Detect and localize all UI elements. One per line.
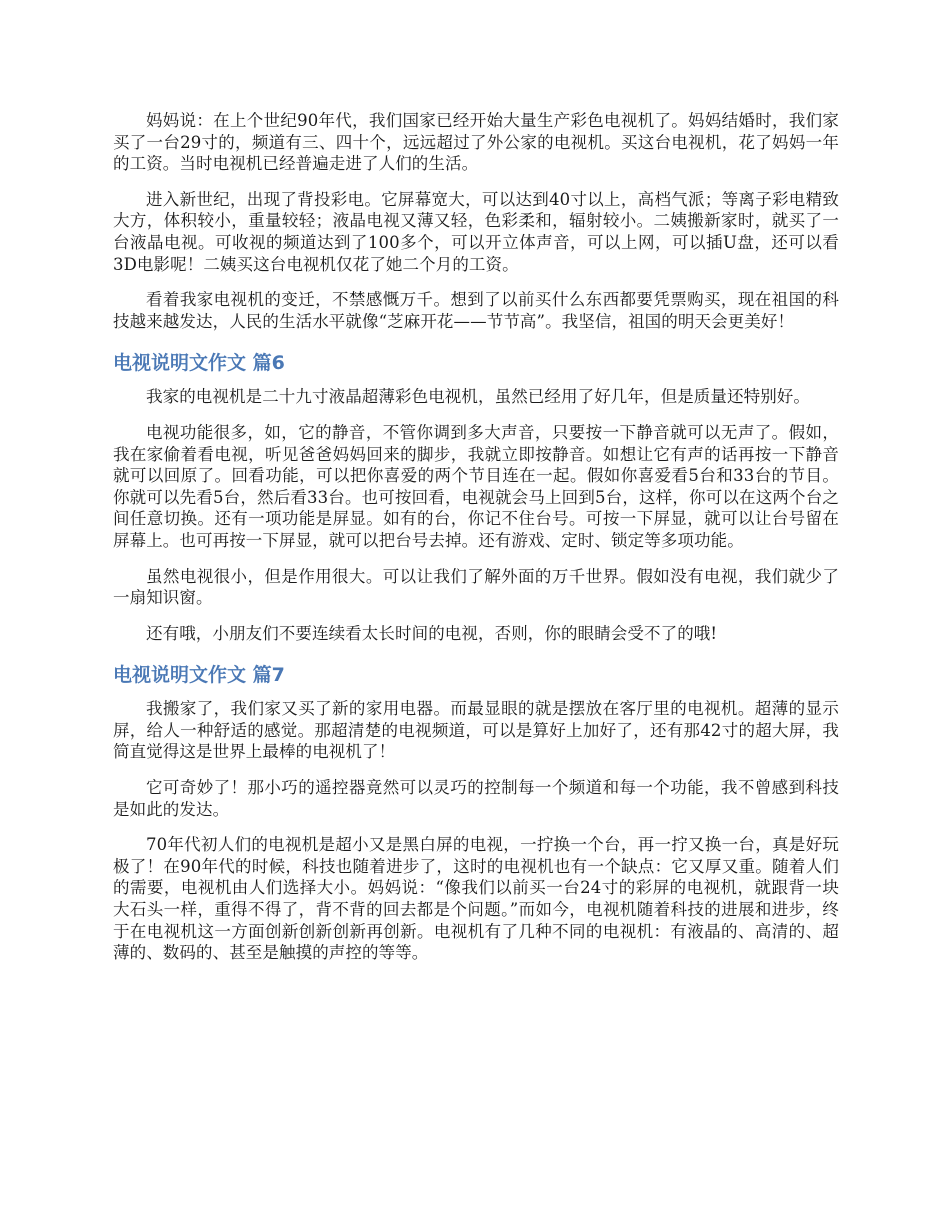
section-intro: [113, 110, 839, 332]
section-heading: 电视说明文作文 篇6: [113, 352, 285, 375]
paragraph: 妈妈说：在上个世纪90年代，我们国家已经开始大量生产彩色电视机了。妈妈结婚时，我们家买了一台29寸的，频道有三、四十个，远远超过了外公家的电视机。买这台电视机，花了妈妈一年的工资。当时电视机已经普遍走进了人们的生活。: [113, 111, 839, 174]
section-7: [113, 662, 839, 964]
paragraph: 我家的电视机是二十九寸液晶超薄彩色电视机，虽然已经用了好几年，但是质量还特别好。: [146, 387, 810, 407]
paragraph: 看着我家电视机的变迁，不禁感慨万千。想到了以前买什么东西都要凭票购买，现在祖国的科技越来越发达，人民的生活水平就像“芝麻开花——节节高”。我坚信，祖国的明天会更美好！: [113, 290, 839, 331]
paragraph: 进入新世纪，出现了背投彩电。它屏幕宽大，可以达到40寸以上，高档气派；等离子彩电精致大方，体积较小，重量较轻；液晶电视又薄又轻，色彩柔和，辐射较小。二姨搬新家时，就买了一台液晶电视。可收视的频道达到了100多个，可以开立体声音，可以上网，可以插U盘，还可以看3D电影呢！二姨买这台电视机仅花了她二个月的工资。: [113, 189, 839, 274]
paragraph: 70年代初人们的电视机是超小又是黑白屏的电视，一拧换一个台，再一拧又换一台，真是好玩极了！在90年代的时候，科技也随着进步了，这时的电视机也有一个缺点：它又厚又重。随着人们的需要，电视机由人们选择大小。妈妈说：“像我们以前买一台24寸的彩屏的电视机，就跟背一块大石头一样，重得不得了，背不背的回去都是个问题。”而如今，电视机随着科技的进展和进步，终于在电视机这一方面创新创新创新再创新。电视机有了几种不同的电视机：有液晶的、高清的、超薄的、数码的、甚至是触摸的声控的等等。: [113, 835, 839, 963]
paragraph: 它可奇妙了！那小巧的遥控器竟然可以灵巧的控制每一个频道和每一个功能，我不曾感到科技是如此的发达。: [113, 778, 839, 819]
section-6: [113, 350, 839, 644]
section-heading: 电视说明文作文 篇7: [113, 664, 285, 687]
paragraph: 还有哦，小朋友们不要连续看太长时间的电视，否则，你的眼睛会受不了的哦!: [146, 623, 718, 643]
paragraph: 我搬家了，我们家又买了新的家用电器。而最显眼的就是摆放在客厅里的电视机。超薄的显示屏，给人一种舒适的感觉。那超清楚的电视频道，可以是算好上加好了，还有那42寸的超大屏，我简直觉得这是世界上最棒的电视机了！: [113, 699, 839, 762]
paragraph: 虽然电视很小，但是作用很大。可以让我们了解外面的万千世界。假如没有电视，我们就少了一扇知识窗。: [113, 566, 839, 608]
document-page: [113, 110, 839, 978]
paragraph: 电视功能很多，如，它的静音，不管你调到多大声音，只要按一下静音就可以无声了。假如，我在家偷着看电视，听见爸爸妈妈回来的脚步，我就立即按静音。如想让它有声的话再按一下静音就可以回原了。回看功能，可以把你喜爱的两个节目连在一起。假如你喜爱看5台和33台的节目。你就可以先看5台，然后看33台。也可按回看，电视就会马上回到5台，这样，你可以在这两个台之间任意切换。还有一项功能是屏显。如有的台，你记不住台号。可按一下屏显，就可以让台号留在屏幕上。也可再按一下屏显，就可以把台号去掉。还有游戏、定时、锁定等多项功能。: [113, 422, 839, 550]
